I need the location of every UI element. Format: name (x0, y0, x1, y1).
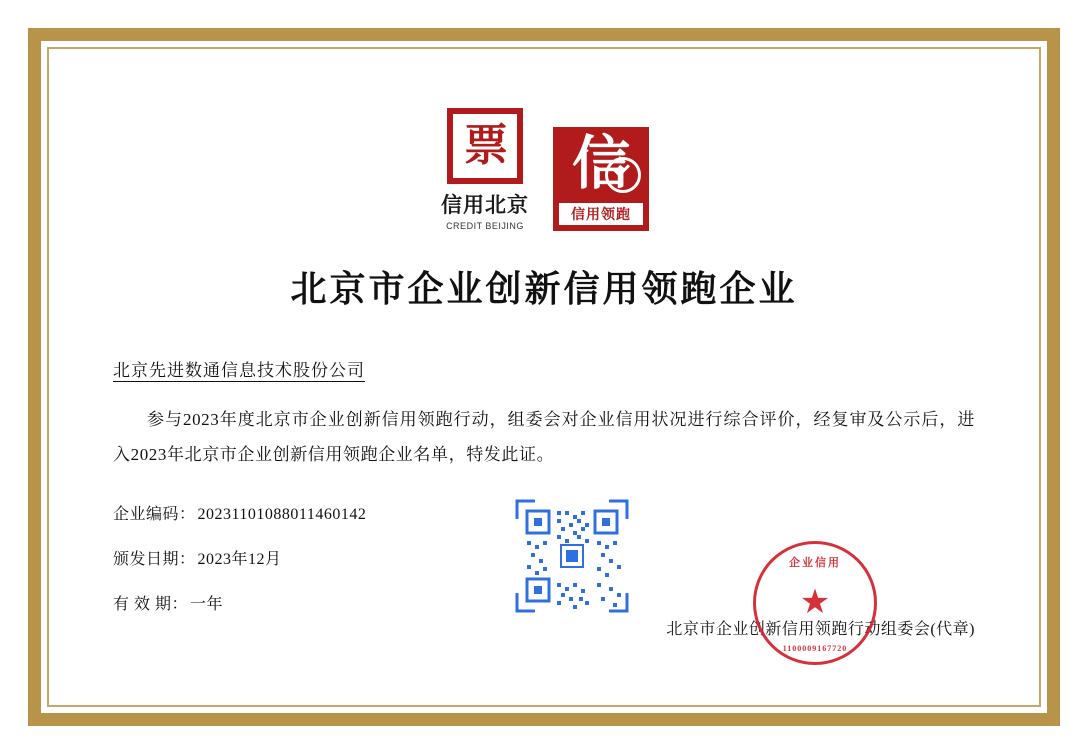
certificate-title: 北京市企业创新信用领跑企业 (290, 269, 798, 309)
credit-beijing-name-cn: 信用北京 (441, 194, 529, 217)
credit-leader-glyph-icon: 信 (571, 131, 630, 196)
certificate-content (41, 41, 1047, 713)
certificate-body-text: 参与2023年度北京市企业创新信用领跑行动，组委会对企业信用状况进行综合评价，经复审及公示后，进入2023年北京市企业创新信用领跑企业名单，特发此证。 (113, 410, 975, 464)
credit-beijing-logo (439, 108, 531, 231)
seal-area (505, 533, 975, 653)
issuer-name: 北京市企业创新信用领跑行动组委会(代章) (666, 620, 975, 638)
official-seal-icon (753, 541, 877, 665)
field-list (113, 501, 366, 636)
credit-beijing-name-en: CREDIT BEIJING (446, 221, 524, 231)
field-value-issue-date: 2023年12月 (197, 550, 282, 568)
certificate-details (113, 501, 975, 691)
seal-bottom-text: 1100009167720 (782, 643, 848, 653)
field-label-validity: 有 效 期： (113, 595, 189, 613)
field-value-validity: 一年 (190, 595, 224, 613)
field-label-company-code: 企业编码： (113, 505, 196, 523)
company-name: 北京先进数通信息技术股份公司 (113, 361, 365, 380)
seal-star-icon: ★ (799, 583, 831, 621)
logo-row (113, 101, 975, 231)
certificate-card (28, 28, 1060, 726)
seal-top-text: 企业信用 (789, 556, 841, 569)
field-row (113, 546, 366, 569)
credit-beijing-mark-icon: 票 (447, 108, 523, 184)
check-circle-icon (605, 157, 641, 193)
field-row (113, 591, 366, 614)
credit-leader-logo (553, 127, 649, 231)
field-label-issue-date: 颁发日期： (113, 550, 196, 568)
field-value-company-code: 20231101088011460142 (197, 505, 367, 523)
credit-leader-band-label: 信用领跑 (559, 203, 643, 225)
field-row (113, 501, 366, 524)
